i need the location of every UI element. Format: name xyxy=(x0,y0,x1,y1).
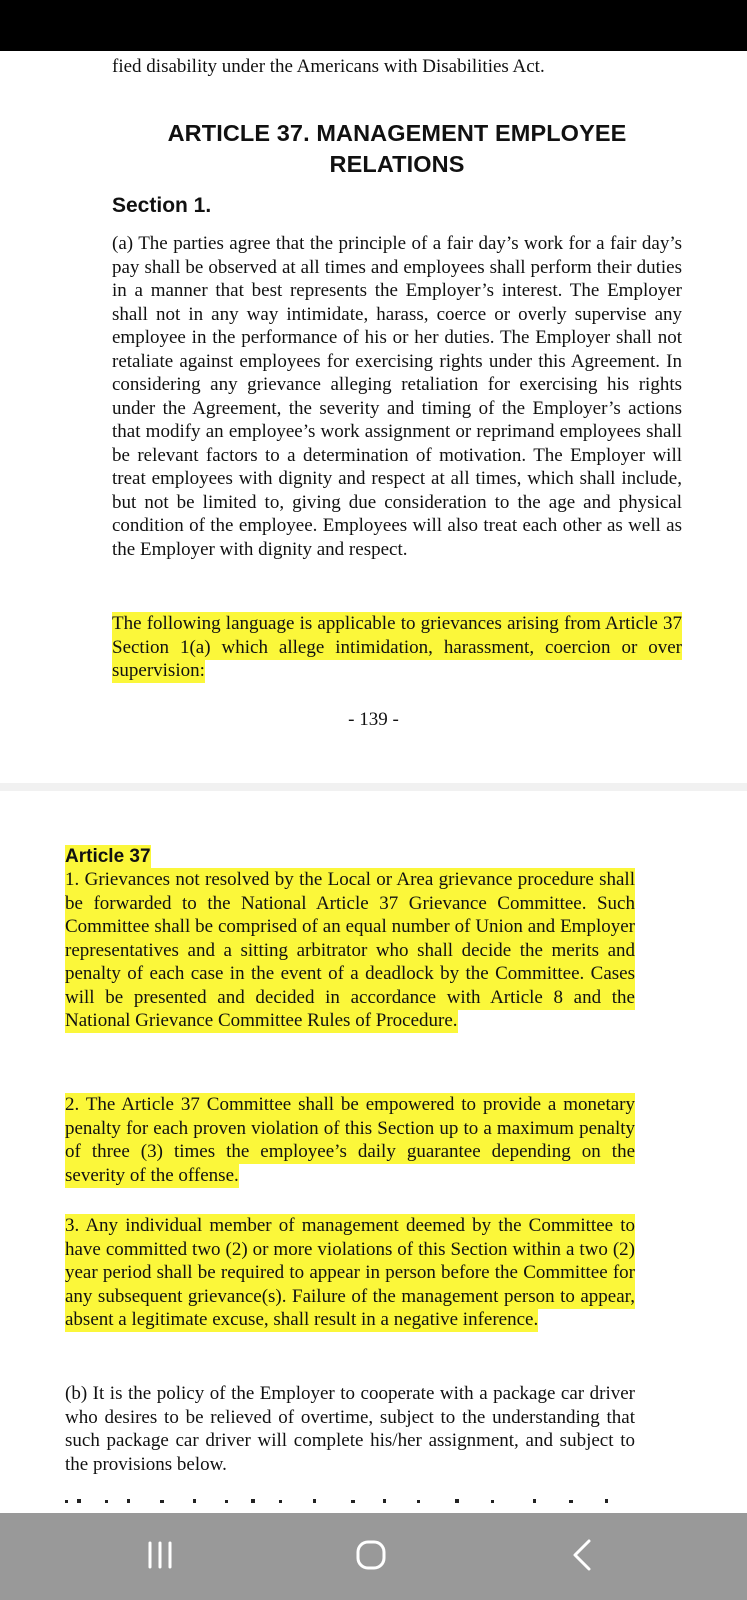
article-item-3 xyxy=(65,1214,635,1332)
page-separator xyxy=(0,783,747,791)
document-page-139 xyxy=(0,51,747,783)
article-heading xyxy=(65,845,151,869)
highlighted-paragraph xyxy=(112,612,682,683)
highlighted-text: The following language is applicable to grievances arising from Article 37 Section 1(a) which allege intimidation, harassment, coercion or over supervision: xyxy=(112,613,682,681)
highlighted-text: 1. Grievances not resolved by the Local or Area grievance procedure shall be forwarded to the National Article 37 Grievance Committee. Such Committee shall be comprised of an equal number of Union and Employer representatives and a sitting arbitrator who shall decide the merits and penalty of each case in the event of a deadlock by the Committee. Cases will be presented and decided in accordance with Article 8 and the National Grievance Committee Rules of Procedure. xyxy=(65,869,635,1031)
paragraph-b: (b) It is the policy of the Employer to cooperate with a package car driver who desires to be relieved of overtime, subject to the understanding that such package car driver will complete his/her assignment, and subject to the provisions below. xyxy=(65,1383,635,1475)
article-item-1 xyxy=(65,868,635,1033)
home-button[interactable] xyxy=(311,1513,431,1600)
recent-apps-button[interactable] xyxy=(103,1513,223,1600)
highlighted-text: 3. Any individual member of management deemed by the Committee to have committed two (2) or more violations of this Section within a two (2) year period shall be required to appear in person before the Committee for any subsequent grievance(s). Failure of the management person to appear, absent a legitimate excuse, shall result in a negative inference. xyxy=(65,1215,635,1330)
highlighted-text: 2. The Article 37 Committee shall be empowered to provide a monetary penalty for each proven violation of this Section up to a maximum penalty of three (3) times the employee’s daily guarantee depending on the severity of the offense. xyxy=(65,1094,635,1186)
back-button[interactable] xyxy=(521,1513,641,1600)
cut-off-text-line: fied disability under the Americans with Disabilities Act. xyxy=(112,56,545,77)
navigation-bar xyxy=(0,1513,747,1600)
article-item-2 xyxy=(65,1093,635,1187)
cut-off-text-fragments xyxy=(65,1494,635,1504)
section-heading: Section 1. xyxy=(112,194,212,217)
recent-apps-icon xyxy=(103,1513,223,1600)
page-number: - 139 - xyxy=(348,709,399,730)
highlighted-text: Article 37 xyxy=(65,846,151,867)
document-page-140 xyxy=(0,791,747,1513)
cut-off-text-line xyxy=(65,1491,635,1509)
article-title: ARTICLE 37. MANAGEMENT EMPLOYEE RELATIONS xyxy=(167,120,627,177)
status-bar xyxy=(0,0,747,51)
back-icon xyxy=(521,1513,641,1600)
paragraph-a: (a) The parties agree that the principle of a fair day’s work for a fair day’s pay shall be observed at all times and employees shall perform their duties in a manner that best represents the Employer’s interest. The Employer shall not in any way intimidate, harass, coerce or overly supervise any employee in the performance of his or her duties. The Employer shall not retaliate against employees for exercising rights under this Agreement. In considering any grievance alleging retaliation for exercising his rights under the Agreement, the severity and timing of the Employer’s actions that modify an employee’s work assignment or reprimand employees shall be relevant factors to a determination of motivation. The Employer will treat employees with dignity and respect at all times, which shall include, but not be limited to, giving due consideration to the age and physical condition of the employee. Employees will also treat each other as well as the Employer with dignity and respect. xyxy=(112,233,682,560)
home-icon xyxy=(311,1513,431,1600)
